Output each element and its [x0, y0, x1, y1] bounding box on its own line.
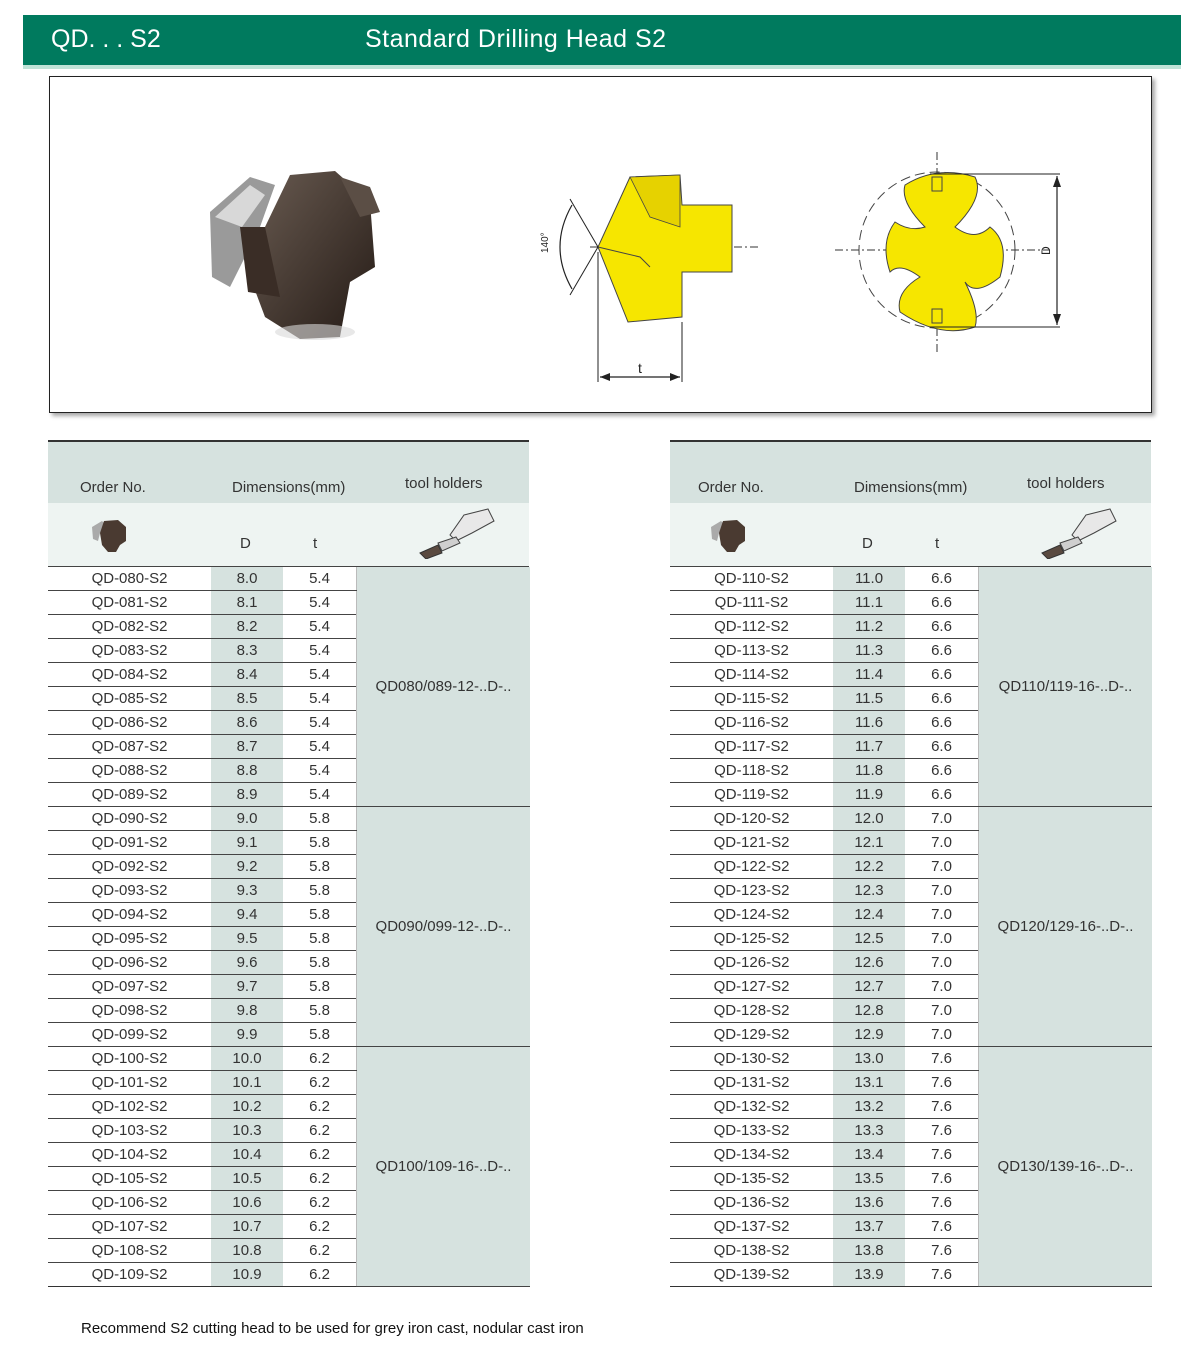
diameter-cell: 9.9: [211, 1023, 283, 1047]
order-no-cell: QD-126-S2: [670, 951, 833, 975]
diameter-cell: 8.8: [211, 759, 283, 783]
front-view-drawing: [835, 152, 1061, 352]
table-subheader-row: [670, 503, 1151, 567]
usage-note: Recommend S2 cutting head to be used for grey iron cast, nodular cast iron: [81, 1320, 584, 1337]
order-no-cell: QD-120-S2: [670, 807, 833, 831]
order-no-cell: QD-089-S2: [48, 783, 211, 807]
order-no-cell: QD-085-S2: [48, 687, 211, 711]
order-table-right: [670, 440, 1151, 1287]
depth-cell: 6.2: [283, 1263, 357, 1287]
diameter-cell: 13.2: [833, 1095, 905, 1119]
depth-cell: 6.2: [283, 1191, 357, 1215]
angle-label: 140°: [540, 232, 551, 253]
diameter-cell: 12.8: [833, 999, 905, 1023]
depth-cell: 6.6: [905, 759, 979, 783]
header-bar: [23, 15, 1181, 69]
depth-cell: 7.0: [905, 903, 979, 927]
order-no-cell: QD-082-S2: [48, 615, 211, 639]
depth-cell: 5.4: [283, 591, 357, 615]
diameter-cell: 10.0: [211, 1047, 283, 1071]
tool-holder-cell: QD080/089-12-..D-..: [357, 567, 531, 807]
order-no-cell: QD-116-S2: [670, 711, 833, 735]
depth-cell: 5.8: [283, 855, 357, 879]
order-no-cell: QD-081-S2: [48, 591, 211, 615]
diameter-cell: 9.6: [211, 951, 283, 975]
depth-cell: 6.2: [283, 1167, 357, 1191]
order-no-cell: QD-090-S2: [48, 807, 211, 831]
table-row: [670, 1047, 1152, 1071]
depth-cell: 7.0: [905, 975, 979, 999]
diameter-cell: 9.4: [211, 903, 283, 927]
depth-cell: 5.8: [283, 927, 357, 951]
depth-cell: 5.8: [283, 903, 357, 927]
diameter-cell: 11.1: [833, 591, 905, 615]
order-no-cell: QD-094-S2: [48, 903, 211, 927]
order-no-cell: QD-133-S2: [670, 1119, 833, 1143]
depth-label: t: [638, 360, 642, 376]
diameter-cell: 8.7: [211, 735, 283, 759]
diameter-cell: 12.1: [833, 831, 905, 855]
order-no-cell: QD-117-S2: [670, 735, 833, 759]
order-no-cell: QD-087-S2: [48, 735, 211, 759]
diameter-cell: 11.2: [833, 615, 905, 639]
order-no-cell: QD-110-S2: [670, 567, 833, 591]
diameter-label: D: [1039, 246, 1053, 255]
order-no-cell: QD-088-S2: [48, 759, 211, 783]
diameter-cell: 8.2: [211, 615, 283, 639]
diameter-cell: 8.5: [211, 687, 283, 711]
drawings: [50, 77, 1151, 412]
diameter-cell: 10.3: [211, 1119, 283, 1143]
order-no-cell: QD-115-S2: [670, 687, 833, 711]
diameter-cell: 8.9: [211, 783, 283, 807]
depth-cell: 5.8: [283, 807, 357, 831]
order-no-cell: QD-096-S2: [48, 951, 211, 975]
order-no-cell: QD-105-S2: [48, 1167, 211, 1191]
diameter-cell: 11.9: [833, 783, 905, 807]
order-no-cell: QD-131-S2: [670, 1071, 833, 1095]
tool-holders-header: tool holders: [405, 475, 483, 492]
depth-cell: 5.4: [283, 615, 357, 639]
diameter-cell: 10.1: [211, 1071, 283, 1095]
product-code: QD. . . S2: [51, 25, 161, 53]
table-subheader-row: [48, 503, 529, 567]
tool-holder-cell: QD110/119-16-..D-..: [979, 567, 1153, 807]
order-no-cell: QD-138-S2: [670, 1239, 833, 1263]
diameter-cell: 12.9: [833, 1023, 905, 1047]
order-no-cell: QD-112-S2: [670, 615, 833, 639]
order-no-cell: QD-135-S2: [670, 1167, 833, 1191]
diameter-cell: 9.3: [211, 879, 283, 903]
table-row: [48, 1047, 530, 1071]
tool-holder-cell: QD090/099-12-..D-..: [357, 807, 531, 1047]
table-header-row: [48, 442, 529, 503]
dimensions-header: Dimensions(mm): [232, 479, 346, 496]
order-no-cell: QD-130-S2: [670, 1047, 833, 1071]
diameter-cell: 12.5: [833, 927, 905, 951]
diameter-cell: 12.0: [833, 807, 905, 831]
depth-cell: 7.6: [905, 1095, 979, 1119]
order-no-header: Order No.: [80, 479, 146, 496]
order-no-cell: QD-118-S2: [670, 759, 833, 783]
diameter-cell: 11.0: [833, 567, 905, 591]
diameter-cell: 9.2: [211, 855, 283, 879]
order-no-cell: QD-134-S2: [670, 1143, 833, 1167]
order-no-cell: QD-111-S2: [670, 591, 833, 615]
depth-cell: 7.6: [905, 1143, 979, 1167]
order-no-cell: QD-080-S2: [48, 567, 211, 591]
order-no-cell: QD-084-S2: [48, 663, 211, 687]
order-no-cell: QD-132-S2: [670, 1095, 833, 1119]
depth-cell: 6.2: [283, 1215, 357, 1239]
depth-cell: 7.0: [905, 879, 979, 903]
order-no-cell: QD-136-S2: [670, 1191, 833, 1215]
order-table-left: [48, 440, 529, 1287]
depth-cell: 5.4: [283, 783, 357, 807]
diameter-cell: 13.3: [833, 1119, 905, 1143]
table-row: [670, 567, 1152, 591]
order-no-cell: QD-114-S2: [670, 663, 833, 687]
order-no-cell: QD-093-S2: [48, 879, 211, 903]
table-row: [48, 567, 530, 591]
diameter-cell: 8.3: [211, 639, 283, 663]
diameter-cell: 10.9: [211, 1263, 283, 1287]
order-no-cell: QD-099-S2: [48, 1023, 211, 1047]
diameter-cell: 11.4: [833, 663, 905, 687]
diameter-cell: 10.7: [211, 1215, 283, 1239]
diameter-cell: 10.4: [211, 1143, 283, 1167]
depth-cell: 6.2: [283, 1071, 357, 1095]
diameter-cell: 11.7: [833, 735, 905, 759]
depth-cell: 5.4: [283, 567, 357, 591]
diameter-cell: 9.0: [211, 807, 283, 831]
order-no-cell: QD-125-S2: [670, 927, 833, 951]
depth-cell: 7.0: [905, 1023, 979, 1047]
depth-cell: 5.8: [283, 975, 357, 999]
diameter-cell: 13.1: [833, 1071, 905, 1095]
order-no-cell: QD-124-S2: [670, 903, 833, 927]
depth-cell: 5.8: [283, 1023, 357, 1047]
diameter-cell: 11.8: [833, 759, 905, 783]
order-no-header: Order No.: [698, 479, 764, 496]
depth-cell: 7.0: [905, 807, 979, 831]
depth-cell: 5.4: [283, 663, 357, 687]
depth-cell: 7.6: [905, 1167, 979, 1191]
diameter-cell: 12.4: [833, 903, 905, 927]
order-no-cell: QD-137-S2: [670, 1215, 833, 1239]
depth-cell: 6.6: [905, 615, 979, 639]
data-table: [48, 567, 530, 1287]
tool-holder-icon: [416, 507, 496, 559]
diameter-cell: 9.5: [211, 927, 283, 951]
diameter-cell: 10.2: [211, 1095, 283, 1119]
diameter-cell: 12.6: [833, 951, 905, 975]
depth-cell: 6.2: [283, 1119, 357, 1143]
depth-cell: 6.2: [283, 1047, 357, 1071]
order-no-cell: QD-119-S2: [670, 783, 833, 807]
diameter-cell: 10.6: [211, 1191, 283, 1215]
side-view-drawing: [540, 175, 760, 382]
depth-cell: 5.8: [283, 879, 357, 903]
depth-cell: 7.0: [905, 951, 979, 975]
d-column-header: D: [240, 535, 251, 552]
depth-cell: 7.0: [905, 855, 979, 879]
order-no-cell: QD-128-S2: [670, 999, 833, 1023]
diameter-cell: 8.1: [211, 591, 283, 615]
diameter-cell: 9.8: [211, 999, 283, 1023]
data-table: [670, 567, 1152, 1287]
order-no-cell: QD-098-S2: [48, 999, 211, 1023]
dimensions-header: Dimensions(mm): [854, 479, 968, 496]
order-no-cell: QD-092-S2: [48, 855, 211, 879]
diameter-cell: 13.6: [833, 1191, 905, 1215]
depth-cell: 6.6: [905, 783, 979, 807]
diameter-cell: 10.8: [211, 1239, 283, 1263]
order-no-cell: QD-108-S2: [48, 1239, 211, 1263]
drill-head-thumb-icon: [707, 517, 749, 553]
diameter-cell: 11.6: [833, 711, 905, 735]
table-row: [48, 807, 530, 831]
depth-cell: 5.8: [283, 999, 357, 1023]
figure-panel: [49, 76, 1152, 413]
diameter-cell: 13.9: [833, 1263, 905, 1287]
diameter-cell: 8.0: [211, 567, 283, 591]
order-no-cell: QD-123-S2: [670, 879, 833, 903]
depth-cell: 7.6: [905, 1191, 979, 1215]
diameter-cell: 10.5: [211, 1167, 283, 1191]
depth-cell: 5.4: [283, 759, 357, 783]
depth-cell: 5.4: [283, 687, 357, 711]
depth-cell: 5.4: [283, 735, 357, 759]
t-column-header: t: [313, 535, 318, 552]
diameter-cell: 9.1: [211, 831, 283, 855]
depth-cell: 7.0: [905, 831, 979, 855]
order-no-cell: QD-122-S2: [670, 855, 833, 879]
order-no-cell: QD-086-S2: [48, 711, 211, 735]
depth-cell: 6.2: [283, 1239, 357, 1263]
depth-cell: 6.6: [905, 591, 979, 615]
order-no-cell: QD-106-S2: [48, 1191, 211, 1215]
depth-cell: 7.0: [905, 999, 979, 1023]
drill-head-thumb-icon: [88, 517, 130, 553]
order-no-cell: QD-102-S2: [48, 1095, 211, 1119]
tool-holder-cell: QD100/109-16-..D-..: [357, 1047, 531, 1287]
tool-holder-icon: [1038, 507, 1118, 559]
order-no-cell: QD-121-S2: [670, 831, 833, 855]
diameter-cell: 13.5: [833, 1167, 905, 1191]
depth-cell: 7.6: [905, 1263, 979, 1287]
order-no-cell: QD-129-S2: [670, 1023, 833, 1047]
order-no-cell: QD-127-S2: [670, 975, 833, 999]
depth-cell: 7.6: [905, 1239, 979, 1263]
depth-cell: 6.6: [905, 735, 979, 759]
diameter-cell: 12.2: [833, 855, 905, 879]
diameter-cell: 8.6: [211, 711, 283, 735]
depth-cell: 7.6: [905, 1215, 979, 1239]
order-no-cell: QD-104-S2: [48, 1143, 211, 1167]
depth-cell: 6.2: [283, 1095, 357, 1119]
order-no-cell: QD-091-S2: [48, 831, 211, 855]
order-no-cell: QD-097-S2: [48, 975, 211, 999]
order-no-cell: QD-083-S2: [48, 639, 211, 663]
t-column-header: t: [935, 535, 940, 552]
depth-cell: 7.6: [905, 1047, 979, 1071]
diameter-cell: 8.4: [211, 663, 283, 687]
depth-cell: 7.6: [905, 1119, 979, 1143]
order-no-cell: QD-100-S2: [48, 1047, 211, 1071]
order-no-cell: QD-113-S2: [670, 639, 833, 663]
depth-cell: 6.2: [283, 1143, 357, 1167]
tool-holder-cell: QD120/129-16-..D-..: [979, 807, 1153, 1047]
depth-cell: 6.6: [905, 639, 979, 663]
diameter-cell: 11.3: [833, 639, 905, 663]
depth-cell: 7.6: [905, 1071, 979, 1095]
diameter-cell: 12.7: [833, 975, 905, 999]
order-no-cell: QD-109-S2: [48, 1263, 211, 1287]
order-no-cell: QD-095-S2: [48, 927, 211, 951]
order-no-cell: QD-139-S2: [670, 1263, 833, 1287]
d-column-header: D: [862, 535, 873, 552]
depth-cell: 5.4: [283, 639, 357, 663]
page-title: Standard Drilling Head S2: [365, 25, 667, 53]
order-no-cell: QD-101-S2: [48, 1071, 211, 1095]
diameter-cell: 9.7: [211, 975, 283, 999]
depth-cell: 7.0: [905, 927, 979, 951]
depth-cell: 6.6: [905, 687, 979, 711]
tool-holder-cell: QD130/139-16-..D-..: [979, 1047, 1153, 1287]
table-row: [670, 807, 1152, 831]
diameter-cell: 11.5: [833, 687, 905, 711]
diameter-cell: 13.4: [833, 1143, 905, 1167]
tool-holders-header: tool holders: [1027, 475, 1105, 492]
depth-cell: 6.6: [905, 567, 979, 591]
diameter-cell: 13.8: [833, 1239, 905, 1263]
diameter-cell: 13.7: [833, 1215, 905, 1239]
order-no-cell: QD-103-S2: [48, 1119, 211, 1143]
depth-cell: 6.6: [905, 663, 979, 687]
diameter-cell: 12.3: [833, 879, 905, 903]
order-no-cell: QD-107-S2: [48, 1215, 211, 1239]
depth-cell: 5.8: [283, 951, 357, 975]
depth-cell: 5.4: [283, 711, 357, 735]
depth-cell: 6.6: [905, 711, 979, 735]
depth-cell: 5.8: [283, 831, 357, 855]
table-header-row: [670, 442, 1151, 503]
diameter-cell: 13.0: [833, 1047, 905, 1071]
drill-head-photo-icon: [210, 171, 380, 340]
